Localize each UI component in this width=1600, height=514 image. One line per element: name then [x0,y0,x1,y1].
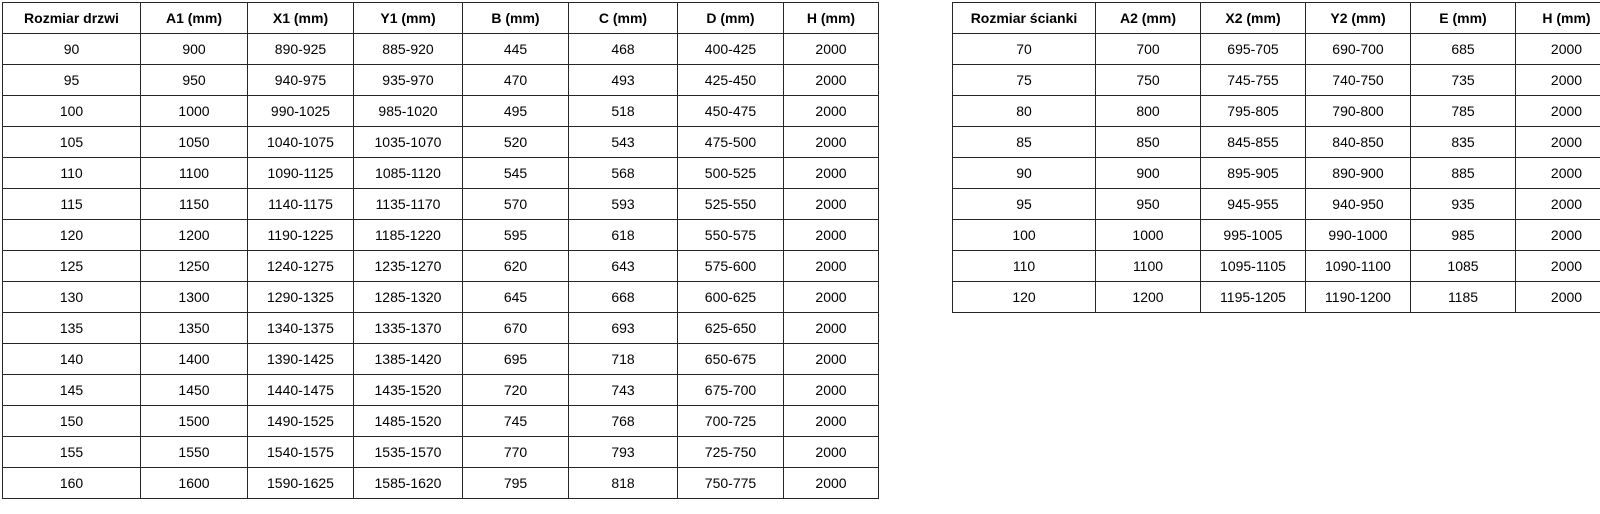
table-cell: 160 [3,468,141,499]
table-cell: 643 [569,251,678,282]
table-cell: 145 [3,375,141,406]
table-cell: 743 [569,375,678,406]
table-cell: 1240-1275 [248,251,354,282]
table-cell: 155 [3,437,141,468]
table-cell: 150 [3,406,141,437]
table-cell: 500-525 [678,158,784,189]
table-cell: 718 [569,344,678,375]
table-cell: 1340-1375 [248,313,354,344]
table-cell: 690-700 [1306,34,1411,65]
table-cell: 450-475 [678,96,784,127]
table-cell: 990-1025 [248,96,354,127]
table-cell: 2000 [784,375,879,406]
table-cell: 1090-1100 [1306,251,1411,282]
column-header: Rozmiar drzwi [3,3,141,34]
table-row [953,65,1600,96]
table-cell: 2000 [784,406,879,437]
table-cell: 735 [1411,65,1516,96]
header-row [3,3,879,34]
table-cell: 1290-1325 [248,282,354,313]
table-cell: 1200 [1096,282,1201,313]
table-cell: 835 [1411,127,1516,158]
table-cell: 1540-1575 [248,437,354,468]
table-row [953,96,1600,127]
table-cell: 700 [1096,34,1201,65]
table-cell: 940-975 [248,65,354,96]
table-cell: 790-800 [1306,96,1411,127]
table-cell: 2000 [1516,220,1600,251]
table-cell: 2000 [784,158,879,189]
table-cell: 90 [953,158,1096,189]
table-cell: 785 [1411,96,1516,127]
table-row [3,158,879,189]
column-header: C (mm) [569,3,678,34]
table-cell: 568 [569,158,678,189]
table-cell: 1490-1525 [248,406,354,437]
table-cell: 620 [463,251,569,282]
table-cell: 1185 [1411,282,1516,313]
table-cell: 693 [569,313,678,344]
table-cell: 2000 [784,251,879,282]
table-cell: 1350 [141,313,248,344]
table-cell: 2000 [784,96,879,127]
table-cell: 110 [3,158,141,189]
table-cell: 745 [463,406,569,437]
header-row [953,3,1600,34]
table-cell: 2000 [1516,34,1600,65]
column-header: A1 (mm) [141,3,248,34]
column-header: H (mm) [784,3,879,34]
table-cell: 695-705 [1201,34,1306,65]
table-cell: 900 [141,34,248,65]
table-cell: 1300 [141,282,248,313]
table-cell: 1135-1170 [354,189,463,220]
table-cell: 845-855 [1201,127,1306,158]
table-cell: 685 [1411,34,1516,65]
table-cell: 940-950 [1306,189,1411,220]
table-cell: 95 [953,189,1096,220]
table-row [3,344,879,375]
table-cell: 1000 [141,96,248,127]
table-cell: 1385-1420 [354,344,463,375]
table-cell: 70 [953,34,1096,65]
column-header: Y1 (mm) [354,3,463,34]
table-row [953,251,1600,282]
table-cell: 1040-1075 [248,127,354,158]
table-cell: 400-425 [678,34,784,65]
table-cell: 75 [953,65,1096,96]
table-cell: 1440-1475 [248,375,354,406]
table-cell: 105 [3,127,141,158]
table-cell: 1435-1520 [354,375,463,406]
table-row [3,127,879,158]
table-cell: 1450 [141,375,248,406]
table-cell: 1285-1320 [354,282,463,313]
table-cell: 95 [3,65,141,96]
table-cell: 1050 [141,127,248,158]
table-row [953,158,1600,189]
table-cell: 1035-1070 [354,127,463,158]
table-row [3,251,879,282]
table-cell: 700-725 [678,406,784,437]
table-cell: 470 [463,65,569,96]
table-cell: 625-650 [678,313,784,344]
column-header: X2 (mm) [1201,3,1306,34]
column-header: E (mm) [1411,3,1516,34]
table-cell: 2000 [784,220,879,251]
column-header: Y2 (mm) [1306,3,1411,34]
table-cell: 493 [569,65,678,96]
table-cell: 135 [3,313,141,344]
table-cell: 768 [569,406,678,437]
table-cell: 650-675 [678,344,784,375]
table-row [953,127,1600,158]
table-cell: 793 [569,437,678,468]
table-cell: 468 [569,34,678,65]
table-row [3,313,879,344]
table-cell: 115 [3,189,141,220]
table-cell: 2000 [784,189,879,220]
table-cell: 1150 [141,189,248,220]
table-cell: 750-775 [678,468,784,499]
table-row [3,468,879,499]
table-cell: 950 [1096,189,1201,220]
table-cell: 1085 [1411,251,1516,282]
column-header: Rozmiar ścianki [953,3,1096,34]
column-header: D (mm) [678,3,784,34]
table-cell: 2000 [784,34,879,65]
table-cell: 2000 [784,282,879,313]
column-header: X1 (mm) [248,3,354,34]
column-header: B (mm) [463,3,569,34]
table-cell: 1100 [1096,251,1201,282]
table-cell: 85 [953,127,1096,158]
table-row [953,34,1600,65]
table-cell: 518 [569,96,678,127]
table-cell: 495 [463,96,569,127]
table-cell: 885 [1411,158,1516,189]
table-cell: 2000 [784,127,879,158]
table-cell: 695 [463,344,569,375]
table-cell: 885-920 [354,34,463,65]
table-cell: 890-900 [1306,158,1411,189]
table-cell: 935-970 [354,65,463,96]
table-cell: 2000 [1516,282,1600,313]
table-cell: 140 [3,344,141,375]
table-cell: 1600 [141,468,248,499]
table-cell: 1235-1270 [354,251,463,282]
table-cell: 1140-1175 [248,189,354,220]
table-cell: 670 [463,313,569,344]
table-row [3,96,879,127]
table-cell: 2000 [1516,96,1600,127]
table-cell: 795 [463,468,569,499]
table-cell: 130 [3,282,141,313]
table-cell: 90 [3,34,141,65]
table-row [953,220,1600,251]
table-cell: 2000 [784,344,879,375]
table-cell: 1335-1370 [354,313,463,344]
table-cell: 1100 [141,158,248,189]
table-cell: 800 [1096,96,1201,127]
table-cell: 668 [569,282,678,313]
table-row [3,189,879,220]
table-cell: 475-500 [678,127,784,158]
table-row [953,189,1600,220]
table-cell: 720 [463,375,569,406]
wall-dimensions-table [952,2,1600,313]
table-cell: 1085-1120 [354,158,463,189]
table-cell: 550-575 [678,220,784,251]
table-cell: 2000 [1516,189,1600,220]
table-row [3,437,879,468]
table-cell: 570 [463,189,569,220]
table-cell: 445 [463,34,569,65]
table-row [3,282,879,313]
table-cell: 935 [1411,189,1516,220]
table-cell: 2000 [1516,158,1600,189]
table-cell: 125 [3,251,141,282]
table-row [3,65,879,96]
table-cell: 900 [1096,158,1201,189]
table-cell: 795-805 [1201,96,1306,127]
table-cell: 850 [1096,127,1201,158]
table-cell: 890-925 [248,34,354,65]
table-row [953,282,1600,313]
table-cell: 2000 [784,437,879,468]
table-cell: 1250 [141,251,248,282]
table-cell: 995-1005 [1201,220,1306,251]
table-cell: 425-450 [678,65,784,96]
table-cell: 100 [3,96,141,127]
table-cell: 1485-1520 [354,406,463,437]
table-cell: 80 [953,96,1096,127]
table-cell: 1585-1620 [354,468,463,499]
table-cell: 745-755 [1201,65,1306,96]
table-cell: 593 [569,189,678,220]
table-cell: 600-625 [678,282,784,313]
table-cell: 543 [569,127,678,158]
door-dimensions-table [2,2,879,499]
table-cell: 1185-1220 [354,220,463,251]
table-cell: 1550 [141,437,248,468]
table-row [3,34,879,65]
table-row [3,375,879,406]
table-row [3,220,879,251]
table-cell: 545 [463,158,569,189]
table-cell: 2000 [1516,127,1600,158]
table-cell: 1535-1570 [354,437,463,468]
table-cell: 1095-1105 [1201,251,1306,282]
table-cell: 740-750 [1306,65,1411,96]
table-cell: 120 [953,282,1096,313]
column-header: H (mm) [1516,3,1600,34]
table-cell: 990-1000 [1306,220,1411,251]
table-cell: 2000 [784,65,879,96]
table-cell: 818 [569,468,678,499]
column-header: A2 (mm) [1096,3,1201,34]
table-cell: 618 [569,220,678,251]
table-cell: 895-905 [1201,158,1306,189]
table-cell: 120 [3,220,141,251]
table-cell: 985 [1411,220,1516,251]
table-cell: 595 [463,220,569,251]
table-cell: 1195-1205 [1201,282,1306,313]
table-cell: 1390-1425 [248,344,354,375]
table-cell: 985-1020 [354,96,463,127]
table-cell: 675-700 [678,375,784,406]
table-cell: 100 [953,220,1096,251]
table-cell: 950 [141,65,248,96]
table-cell: 1090-1125 [248,158,354,189]
table-cell: 2000 [1516,251,1600,282]
table-cell: 750 [1096,65,1201,96]
table-cell: 2000 [784,468,879,499]
table-cell: 645 [463,282,569,313]
table-cell: 1190-1225 [248,220,354,251]
table-cell: 1400 [141,344,248,375]
table-cell: 945-955 [1201,189,1306,220]
table-cell: 2000 [1516,65,1600,96]
table-cell: 1000 [1096,220,1201,251]
table-cell: 725-750 [678,437,784,468]
table-cell: 520 [463,127,569,158]
table-cell: 110 [953,251,1096,282]
table-cell: 1500 [141,406,248,437]
table-cell: 1590-1625 [248,468,354,499]
table-cell: 840-850 [1306,127,1411,158]
table-cell: 525-550 [678,189,784,220]
table-cell: 2000 [784,313,879,344]
table-cell: 1190-1200 [1306,282,1411,313]
table-row [3,406,879,437]
table-cell: 575-600 [678,251,784,282]
table-cell: 770 [463,437,569,468]
table-cell: 1200 [141,220,248,251]
